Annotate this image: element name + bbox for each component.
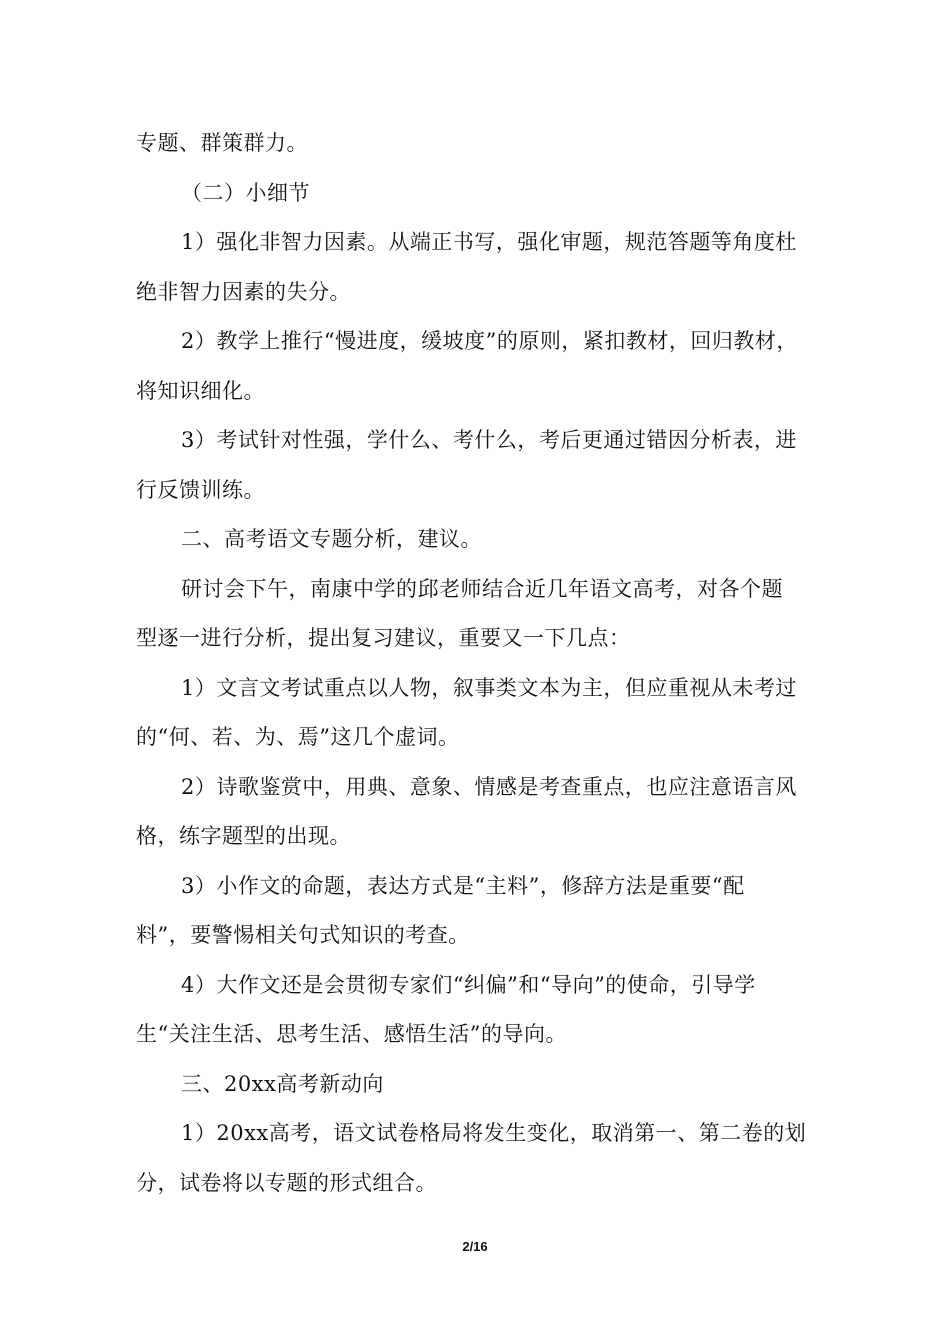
section-heading: 二、高考语文专题分析，建议。 xyxy=(181,527,482,551)
text-line: 型逐一进行分析，提出复习建议，重要又一下几点： xyxy=(136,626,631,650)
text-line: 研讨会下午，南康中学的邱老师结合近几年语文高考，对各个题 xyxy=(181,577,783,601)
text-line: 格，练字题型的出现。 xyxy=(136,824,351,848)
text-line: 绝非智力因素的失分。 xyxy=(136,280,351,304)
text-line: 生“关注生活、思考生活、感悟生活”的导向。 xyxy=(136,1022,567,1046)
section-heading: 三、20xx高考新动向 xyxy=(181,1072,384,1096)
section-heading: （二）小细节 xyxy=(181,181,310,205)
text-line: 分，试卷将以专题的形式组合。 xyxy=(136,1171,437,1195)
text-line: 料”，要警惕相关句式知识的考查。 xyxy=(136,923,470,947)
text-line: 3）考试针对性强，学什么、考什么，考后更通过错因分析表，进 xyxy=(181,428,797,452)
text-line: 行反馈训练。 xyxy=(136,478,265,502)
text-line: 将知识细化。 xyxy=(136,379,265,403)
text-line: 的“何、若、为、焉”这几个虚词。 xyxy=(136,725,460,749)
text-line: 3）小作文的命题，表达方式是“主料”，修辞方法是重要“配 xyxy=(181,874,745,898)
text-line: 1）文言文考试重点以人物，叙事类文本为主，但应重视从未考过 xyxy=(181,676,797,700)
text-line: 专题、群策群力。 xyxy=(136,131,308,155)
text-line: 1）强化非智力因素。从端正书写，强化审题，规范答题等角度杜 xyxy=(181,230,797,254)
text-line: 2）教学上推行“慢进度，缓坡度”的原则，紧扣教材，回归教材， xyxy=(181,329,798,353)
text-line: 4）大作文还是会贯彻专家们“纠偏”和“导向”的使命，引导学 xyxy=(181,973,756,997)
text-line: 1）20xx高考，语文试卷格局将发生变化，取消第一、第二卷的划 xyxy=(181,1121,807,1145)
text-line: 2）诗歌鉴赏中，用典、意象、情感是考查重点，也应注意语言风 xyxy=(181,775,797,799)
page-number: 2/16 xyxy=(462,1239,488,1254)
